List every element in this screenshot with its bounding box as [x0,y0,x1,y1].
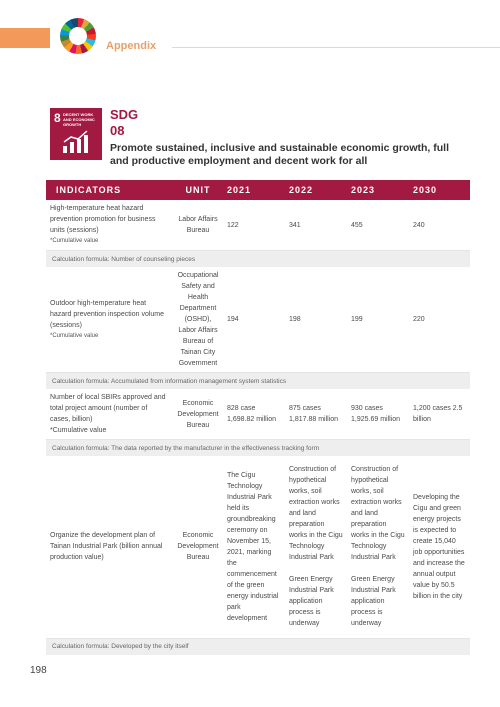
goal-icon-name: DECENT WORK AND ECONOMIC GROWTH [63,112,95,127]
calc-row [46,251,470,268]
header-indicators: INDICATORS [46,180,173,200]
value-2030: 220 [409,267,470,373]
unit-cell: Economic Development Bureau [173,456,223,638]
calc-formula: Calculation formula: Developed by the city itself [46,638,470,655]
indicator-text: Outdoor high-temperature heat hazard prevention inspection volume (sessions) [50,299,165,329]
indicators-table [46,180,470,655]
header-2021: 2021 [223,180,285,200]
value-2023: 455 [347,200,409,251]
indicator-text: High-temperature heat hazard prevention promotion for business units (sessions) [50,205,156,234]
value-2021: The Cigu Technology Industrial Park held its groundbreaking ceremony on November 15, 2021, marking the commencement of the green energy industrial park development [223,456,285,638]
indicator-cell [46,389,173,440]
indicator-cell [46,267,173,373]
value-2023: Construction of hypothetical works, soil extraction works and land preparation works in the Cigu Technology Industrial Park Green Energy Industrial Park application process is underway [347,456,409,638]
value-2030: Developing the Cigu and green energy projects is expected to create 15,040 job opportunities and increase the annual output value by 50.5 billion in the city [409,456,470,638]
sdg-wheel-logo [60,18,96,54]
value-2022: 198 [285,267,347,373]
calc-formula: Calculation formula: Number of counseling pieces [46,251,470,268]
calc-row [46,638,470,655]
header-2030: 2030 [409,180,470,200]
calc-formula: Calculation formula: Accumulated from information management system statistics [46,373,470,390]
indicator-note: *Cumulative value [50,238,99,244]
sdg-label-text: SDG [110,107,139,122]
table-row [46,200,470,251]
table-header-row [46,180,470,200]
value-2023: 930 cases 1,925.69 million [347,389,409,440]
page-number: 198 [30,665,47,676]
value-2022: Construction of hypothetical works, soil extraction works and land preparation works in the Cigu Technology Industrial Park Green Energy Industrial Park application process is underway [285,456,347,638]
goal-icon-number: 8 [54,111,61,125]
header-2022: 2022 [285,180,347,200]
value-2030: 240 [409,200,470,251]
value-2021: 828 case 1,698.82 million [223,389,285,440]
value-2021: 122 [223,200,285,251]
indicator-cell [46,200,173,251]
table-row [46,389,470,440]
calc-row [46,373,470,390]
value-2023: 199 [347,267,409,373]
value-2022: 341 [285,200,347,251]
indicator-text: Organize the development plan of Tainan Industrial Park (billion annual production value) [50,532,163,562]
unit-cell: Occupational Safety and Health Department (OSHD), Labor Affairs Bureau of Tainan City Government [173,267,223,373]
indicator-note: *Cumulative value [50,427,107,434]
header-divider [172,47,500,48]
value-2022: 875 cases 1,817.88 million [285,389,347,440]
section-title: Appendix [106,40,157,52]
value-2021: 194 [223,267,285,373]
indicator-cell [46,456,173,638]
header-accent-bar [0,28,50,48]
value-2030: 1,200 cases 2.5 billion [409,389,470,440]
unit-cell: Labor Affairs Bureau [173,200,223,251]
header-unit: UNIT [173,180,223,200]
calc-row [46,440,470,457]
header-2023: 2023 [347,180,409,200]
sdg8-goal-icon [50,108,102,160]
indicator-note: *Cumulative value [50,332,99,339]
sdg-number-text: 08 [110,123,125,138]
sdg-label [110,107,138,139]
goal-title: Promote sustained, inclusive and sustainable economic growth, full and productive employment and decent work for all [110,142,449,167]
unit-cell: Economic Development Bureau [173,389,223,440]
table-row [46,267,470,373]
table-row [46,456,470,638]
indicator-text: Number of local SBIRs approved and total project amount (number of cases, billion) [50,394,166,423]
growth-chart-icon [62,130,90,154]
calc-formula: Calculation formula: The data reported by the manufacturer in the effectiveness tracking form [46,440,470,457]
